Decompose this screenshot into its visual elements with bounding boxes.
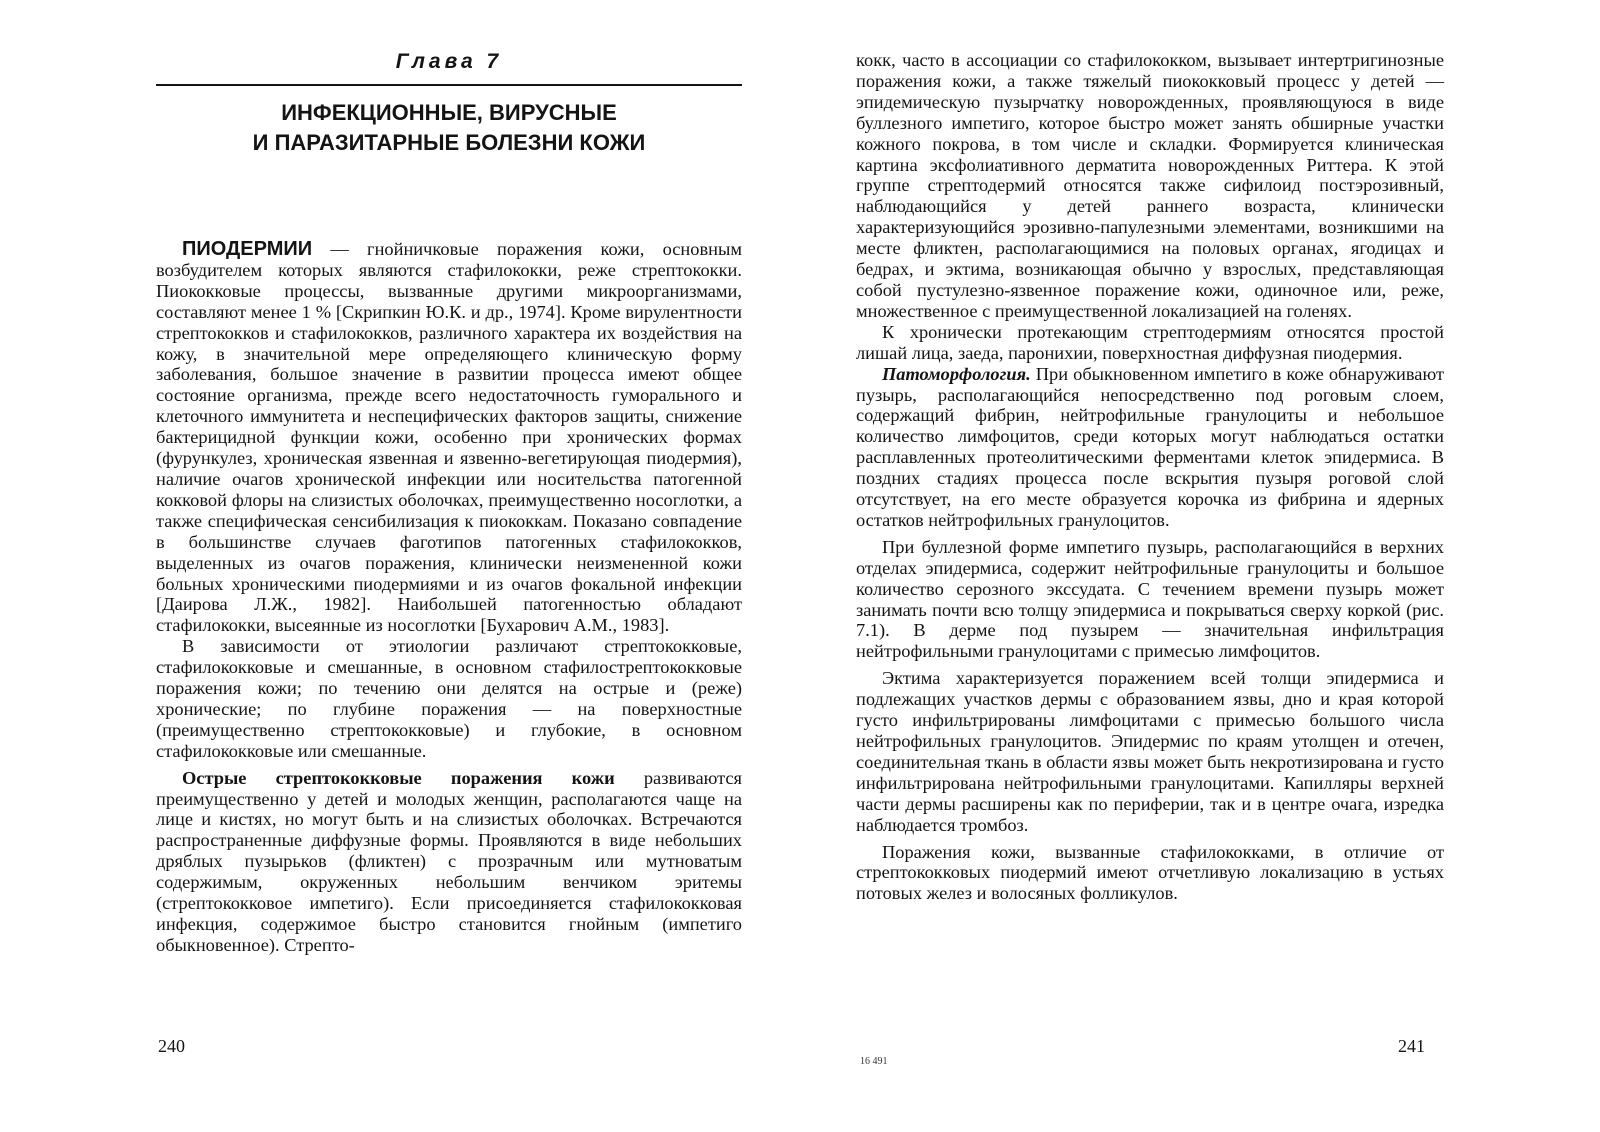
paragraph-bullous-impetigo: При буллезной форме импетиго пузырь, располагающийся в верхних отделах эпидермиса, содержит нейтрофильные гранулоциты и большое количество серозного экссудата. С течением времени пузырь может занимать почти всю толщу эпидермиса и покрываться сверху коркой (рис. 7.1). В дерме под пузырем — значительная инфильтрация нейтрофильными гранулоцитами с примесью лимфоцитов.	[856, 536, 1444, 662]
paragraph-text: При обыкновенном импетиго в коже обнаруживают пузырь, располагающийся непосредственно под роговым слоем, содержащий фибрин, нейтрофильные гранулоциты и небольшое количество лимфоцитов, среди которых могут наблюдаться остатки расплавленных протеолитическими ферментами клеток эпидермиса. В поздних стадиях процесса после вскрытия пузыря роговой слой отсутствует, на его месте образуется корочка из фибрина и ядерных остатков нейтрофильных гранулоцитов.	[856, 363, 1444, 530]
paragraph-staphylococcal: Поражения кожи, вызванные стафилококками, в отличие от стрептококковых пиодермий имеют отчетливую локализацию в устьях потовых желез и волосяных фолликулов.	[856, 841, 1444, 904]
printer-signature-mark: 16 491	[860, 1056, 888, 1067]
paragraph-text: развиваются преимущественно у детей и молодых женщин, располагаются чаще на лице и кистях, но могут быть и на слизистых оболочках. Встречаются распространенные диффузные формы. Проявляются в виде небольших дряблых пузырьков (фликтен) с прозрачным или мутноватым содержимым, окруженных небольшим венчиком эритемы (стрептококковое импетиго). Если присоединяется стафилококковая инфекция, содержимое быстро становится гнойным (импетиго обыкновенное). Стрепто-	[156, 767, 742, 955]
left-text-column	[156, 239, 742, 956]
term-pyoderma: ПИОДЕРМИИ	[182, 238, 313, 260]
page-number-left: 240	[158, 1036, 185, 1056]
chapter-title	[156, 98, 742, 158]
chapter-title-line-1: ИНФЕКЦИОННЫЕ, ВИРУСНЫЕ	[281, 100, 617, 125]
paragraph-classification: В зависимости от этиологии различают стрептококковые, стафилококковые и смешанные, в основном стафилострептококковые поражения кожи; по течению они делятся на острые и (реже) хронические; по глубине поражения — на поверхностные (преимущественно стрептококковые) и глубокие, в основном стафилококковые или смешанные.	[156, 636, 742, 761]
chapter-rule	[156, 84, 742, 86]
page-number-right: 241	[1398, 1036, 1425, 1056]
paragraph-chronic-streptoderma: К хронически протекающим стрептодермиям относятся простой лишай лица, заеда, паронихии, поверхностная диффузная пиодермия.	[856, 321, 1444, 363]
paragraph-ecthyma: Эктима характеризуется поражением всей толщи эпидермиса и подлежащих участков дермы с образованием язвы, дно и края которой густо инфильтрированы лимфоцитами с примесью большого числа нейтрофильных гранулоцитов. Эпидермис по краям утолщен и отечен, соединительная ткань в области язвы может быть некротизирована и густо инфильтрирована нейтрофильными гранулоцитами. Капилляры верхней части дермы расширены как по периферии, так и в центре очага, изредка наблюдается тромбоз.	[856, 668, 1444, 835]
term-pathomorphology: Патоморфология.	[882, 363, 1031, 384]
paragraph-text: — гнойничковые поражения кожи, основным возбудителем которых являются стафилококки, реже стрептококки. Пиококковые процессы, вызванные другими микроорганизмами, составляют менее 1 % [Скрипкин Ю.К. и др., 1974]. Кроме вирулентности стрептококков и стафилококков, различного характера их воздействия на кожу, в значительной мере определяющего клиническую форму заболевания, большое значение в развитии процесса имеют общее состояние организма, прежде всего недостаточность гуморального и клеточного иммунитета и неспецифических факторов защиты, снижение бактерицидной функции кожи, особенно при хронических формах (фурункулез, хроническая язвенная и язвенно-вегетирующая пиодермия), наличие очагов хронической инфекции или носительства патогенной кокковой флоры на слизистых оболочках, преимущественно носоглотки, а также специфическая сенсибилизация к пиококкам. Показано совпадение в большинстве случаев фаготипов патогенных стафилококков, выделенных из очагов поражения, клинически неизмененной кожи больных хроническими пиодермиями и из очагов фокальной инфекции [Даирова Л.Ж., 1982]. Наибольшей патогенностью обладают стафилококки, высеянные из носоглотки [Бухарович А.М., 1983].	[156, 239, 742, 636]
chapter-title-line-2: И ПАРАЗИТАРНЫЕ БОЛЕЗНИ КОЖИ	[252, 130, 646, 155]
paragraph-continuation: кокк, часто в ассоциации со стафилококком, вызывает интертригинозные поражения кожи, а также тяжелый пиококковый процесс у детей — эпидемическую пузырчатку новорожденных, проявляющуюся в виде буллезного импетиго, которое быстро может занять обширные участки кожного покрова, в том числе и складки. Формируется клиническая картина эксфолиативного дерматита новорожденных Риттера. К этой группе стрептодермий относятся также сифилоид постэрозивный, наблюдающийся у детей раннего возраста, клинически характеризующийся эрозивно-папулезными элементами, возникшими на месте фликтен, располагающимися на половых органах, ягодицах и бедрах, и эктима, возникающая обычно у взрослых, представляющая собой пустулезно-язвенное поражение кожи, одиночное или, реже, множественное с преимущественной локализацией на голенях.	[856, 50, 1444, 321]
term-acute-streptococcal: Острые стрептококковые поражения кожи	[182, 767, 615, 788]
paragraph-pyoderma-definition	[156, 239, 742, 636]
paragraph-acute-streptococcal	[156, 768, 742, 956]
right-page	[800, 0, 1600, 1132]
chapter-label: Глава 7	[395, 50, 503, 73]
right-text-column	[856, 50, 1444, 904]
paragraph-pathomorphology	[856, 364, 1444, 531]
